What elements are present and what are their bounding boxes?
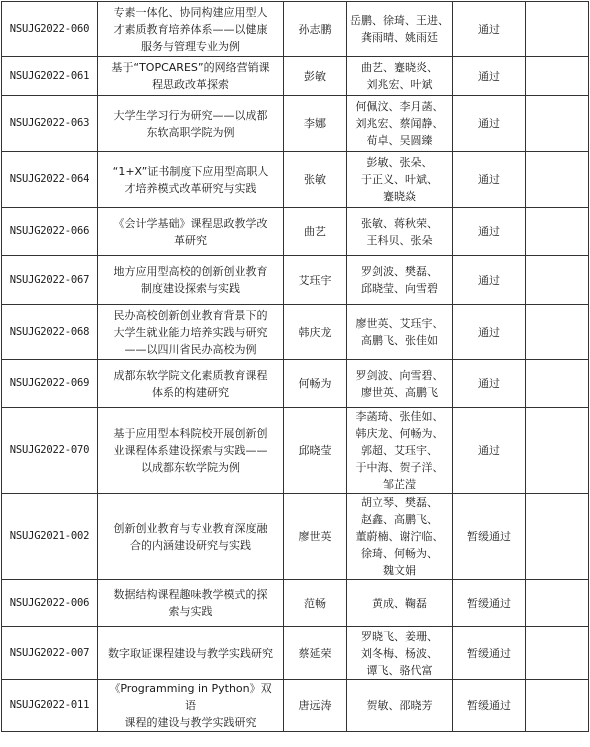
project-code-cell: NSUJG2022-061 — [2, 57, 98, 96]
project-member-line: 彭敏、张朵、 — [366, 156, 433, 169]
project-member-line: 荀卓、吴圆臻 — [366, 134, 433, 147]
table-row — [2, 2, 589, 57]
project-title-cell — [98, 57, 284, 96]
project-member-line: 蹇晓焱 — [383, 190, 416, 203]
project-title-cell — [98, 152, 284, 208]
project-result-cell: 通过 — [453, 208, 526, 256]
project-title-line: 东软高职学院为例 — [146, 125, 235, 139]
project-result-cell: 通过 — [453, 360, 526, 408]
project-members-cell — [347, 680, 453, 732]
project-leader-cell: 唐远涛 — [284, 680, 347, 732]
project-members-cell — [347, 580, 453, 627]
project-title-cell — [98, 680, 284, 732]
project-title-cell — [98, 580, 284, 627]
project-members-cell — [347, 360, 453, 408]
project-member-line: 张敏、蒋秋荣、 — [361, 216, 438, 230]
project-members-cell — [347, 494, 453, 580]
project-remark-cell — [526, 494, 589, 580]
project-title-line: 专素一体化、协同构建应用型人 — [113, 5, 268, 19]
project-member-line: 贺敏、邵晓芳 — [366, 699, 433, 712]
project-member-line: 胡立琴、樊磊、 — [361, 496, 438, 509]
project-title-line: 民办高校创新创业教育背景下的 — [113, 308, 268, 322]
project-title-line: “1+X”证书制度下应用型高职人 — [112, 164, 269, 178]
project-member-line: 刘冬梅、杨波、 — [361, 646, 438, 660]
project-title-line: 业课程体系建设探索与实践—— — [113, 444, 268, 457]
project-remark-cell — [526, 2, 589, 57]
project-member-line: 邹芷滢 — [383, 478, 416, 491]
project-result-cell: 通过 — [453, 408, 526, 494]
project-result-cell: 暂缓通过 — [453, 494, 526, 580]
project-title-cell — [98, 256, 284, 305]
project-member-line: 廖世英、高鹏飞 — [361, 385, 438, 399]
project-code-cell: NSUJG2021-002 — [2, 494, 98, 580]
project-result-cell: 暂缓通过 — [453, 627, 526, 680]
project-members-cell — [347, 256, 453, 305]
table-row — [2, 360, 589, 408]
project-code-cell: NSUJG2022-006 — [2, 580, 98, 627]
project-title-line: 体系的构建研究 — [152, 385, 229, 399]
project-title-cell — [98, 208, 284, 256]
project-table-body — [2, 2, 589, 732]
project-member-line: 于中海、贺子洋、 — [355, 461, 444, 474]
table-row — [2, 680, 589, 732]
table-row — [2, 256, 589, 305]
table-row — [2, 627, 589, 680]
project-members-cell — [347, 2, 453, 57]
project-member-line: 韩庆龙、何畅为、 — [355, 427, 444, 440]
project-remark-cell — [526, 360, 589, 408]
project-member-line: 谭飞、骆代富 — [366, 663, 433, 677]
project-code-cell: NSUJG2022-070 — [2, 408, 98, 494]
project-leader-cell: 邱晓莹 — [284, 408, 347, 494]
project-member-line: 赵鑫、高鹏飞、 — [361, 513, 438, 526]
project-leader-cell: 范畅 — [284, 580, 347, 627]
table-row — [2, 152, 589, 208]
project-leader-cell: 廖世英 — [284, 494, 347, 580]
project-code-cell: NSUJG2022-063 — [2, 96, 98, 152]
table-row — [2, 57, 589, 96]
project-result-cell: 通过 — [453, 2, 526, 57]
project-code-cell: NSUJG2022-060 — [2, 2, 98, 57]
project-remark-cell — [526, 256, 589, 305]
project-title-line: 成都东软学院文化素质教育课程 — [113, 368, 268, 382]
project-member-line: 刘兆宏、蔡闻静、 — [355, 117, 444, 130]
project-title-line: 《会计学基础》课程思政教学改 — [113, 216, 268, 230]
project-member-line: 王科贝、张朵 — [366, 233, 433, 247]
project-title-cell — [98, 96, 284, 152]
project-leader-cell: 何畅为 — [284, 360, 347, 408]
project-member-line: 罗剑波、向雪碧、 — [355, 368, 444, 382]
project-title-line: 才培养模式改革研究与实践 — [124, 181, 257, 195]
project-remark-cell — [526, 408, 589, 494]
project-remark-cell — [526, 152, 589, 208]
project-title-line: 数据结构课程趣味教学模式的探 — [113, 588, 268, 601]
project-code-cell: NSUJG2022-011 — [2, 680, 98, 732]
project-title-line: 基于“TOPCARES”的网络营销课 — [111, 61, 270, 74]
project-title-line: 索与实践 — [168, 605, 213, 618]
project-result-cell: 通过 — [453, 57, 526, 96]
project-result-cell: 通过 — [453, 305, 526, 360]
project-title-line: 创新创业教育与专业教育深度融 — [113, 521, 268, 535]
table-row — [2, 580, 589, 627]
project-leader-cell: 韩庆龙 — [284, 305, 347, 360]
project-title-line: 制度建设探索与实践 — [141, 282, 240, 295]
project-title-line: 大学生学习行为研究——以成都 — [113, 108, 268, 122]
project-member-line: 廖世英、艾珏宇、 — [355, 317, 444, 330]
project-member-line: 龚雨晴、姚雨廷 — [361, 31, 438, 44]
table-row — [2, 494, 589, 580]
project-members-cell — [347, 152, 453, 208]
project-title-cell — [98, 2, 284, 57]
project-leader-cell: 艾珏宇 — [284, 256, 347, 305]
project-remark-cell — [526, 627, 589, 680]
project-title-line: 地方应用型高校的创新创业教育 — [113, 265, 268, 278]
project-result-cell: 暂缓通过 — [453, 680, 526, 732]
project-member-line: 高鹏飞、张佳如 — [361, 334, 438, 347]
project-title-line: 合的内涵建设研究与实践 — [130, 538, 251, 552]
project-title-line: 服务与管理专业为例 — [141, 39, 240, 53]
project-member-line: 何佩汶、李月菡、 — [355, 100, 444, 113]
project-member-line: 曲艺、蹇晓炎、 — [361, 61, 438, 74]
project-result-cell: 通过 — [453, 152, 526, 208]
project-title-line: 课程的建设与教学实践研究 — [124, 716, 257, 729]
project-remark-cell — [526, 208, 589, 256]
project-member-line: 于正义、叶斌、 — [361, 173, 438, 186]
project-member-line: 刘兆宏、叶斌 — [366, 78, 433, 91]
project-leader-cell: 李娜 — [284, 96, 347, 152]
project-members-cell — [347, 305, 453, 360]
project-remark-cell — [526, 305, 589, 360]
project-title-line: 才素质教育培养体系——以健康 — [113, 22, 268, 36]
project-members-cell — [347, 627, 453, 680]
table-row — [2, 208, 589, 256]
project-remark-cell — [526, 57, 589, 96]
project-leader-cell: 彭敏 — [284, 57, 347, 96]
project-remark-cell — [526, 680, 589, 732]
project-title-line: ——以四川省民办高校为例 — [124, 342, 257, 356]
project-title-line: 数字取证课程建设与教学实践研究 — [108, 646, 273, 660]
project-members-cell — [347, 408, 453, 494]
project-title-line: 《Programming in Python》双语 — [109, 682, 272, 712]
project-member-line: 魏文娟 — [383, 564, 416, 577]
project-member-line: 徐琦、何畅为、 — [361, 547, 438, 560]
project-member-line: 董蔚楠、谢泞临、 — [355, 530, 444, 543]
project-leader-cell: 孙志鹏 — [284, 2, 347, 57]
project-members-cell — [347, 96, 453, 152]
project-leader-cell: 曲艺 — [284, 208, 347, 256]
project-member-line: 岳鹏、徐琦、王进、 — [350, 14, 449, 27]
project-remark-cell — [526, 96, 589, 152]
project-member-line: 邱晓莹、向雪碧 — [361, 282, 438, 295]
project-title-cell — [98, 360, 284, 408]
project-code-cell: NSUJG2022-069 — [2, 360, 98, 408]
project-leader-cell: 蔡延荣 — [284, 627, 347, 680]
project-code-cell: NSUJG2022-064 — [2, 152, 98, 208]
project-title-cell — [98, 494, 284, 580]
table-row — [2, 305, 589, 360]
project-title-line: 以成都东软学院为例 — [141, 461, 240, 474]
project-member-line: 李菡琦、张佳如、 — [355, 410, 444, 423]
project-member-line: 罗晓飞、姜珊、 — [361, 629, 438, 643]
project-result-cell: 暂缓通过 — [453, 580, 526, 627]
project-code-cell: NSUJG2022-068 — [2, 305, 98, 360]
project-member-line: 罗剑波、樊磊、 — [361, 265, 438, 278]
table-row — [2, 96, 589, 152]
project-title-line: 革研究 — [174, 233, 207, 247]
project-code-cell: NSUJG2022-067 — [2, 256, 98, 305]
project-members-cell — [347, 57, 453, 96]
project-title-line: 大学生就业能力培养实践与研究 — [113, 325, 268, 339]
project-code-cell: NSUJG2022-007 — [2, 627, 98, 680]
project-title-line: 程思政改革探索 — [152, 78, 229, 91]
project-leader-cell: 张敏 — [284, 152, 347, 208]
project-result-cell: 通过 — [453, 256, 526, 305]
project-title-cell — [98, 305, 284, 360]
project-title-line: 基于应用型本科院校开展创新创 — [113, 427, 268, 440]
project-member-line: 郭超、艾珏宇、 — [361, 444, 438, 457]
project-title-cell — [98, 627, 284, 680]
project-table — [1, 1, 589, 732]
project-title-cell — [98, 408, 284, 494]
table-row — [2, 408, 589, 494]
project-code-cell: NSUJG2022-066 — [2, 208, 98, 256]
project-result-cell: 通过 — [453, 96, 526, 152]
project-member-line: 黄成、鞠磊 — [372, 596, 427, 610]
project-members-cell — [347, 208, 453, 256]
project-remark-cell — [526, 580, 589, 627]
